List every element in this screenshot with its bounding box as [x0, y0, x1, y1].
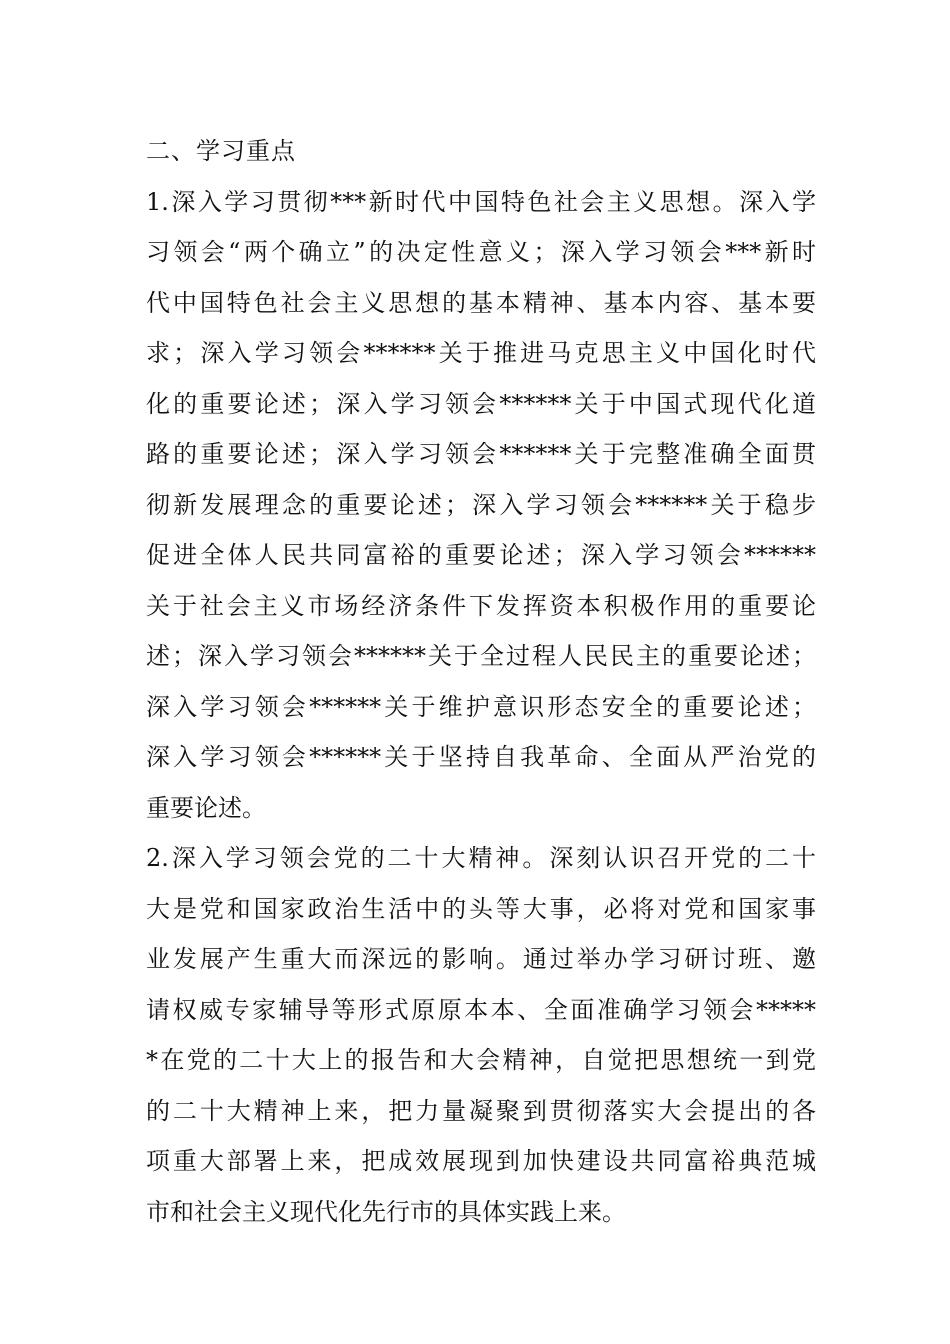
paragraph-2-line: 业发展产生重大而深远的影响。通过举办学习研讨班、邀 [146, 945, 816, 973]
paragraph-2-line: 请权威专家辅导等形式原原本本、全面准确学习领会***** [146, 995, 816, 1024]
paragraph-1-line: 关于社会主义市场经济条件下发挥资本积极作用的重要论 [146, 591, 816, 620]
paragraph-1-line: 促进全体人民共同富裕的重要论述；深入学习领会****** [146, 541, 816, 569]
paragraph-1-line: 彻新发展理念的重要论述；深入学习领会******关于稳步 [146, 490, 816, 519]
paragraph-1-line: 述；深入学习领会******关于全过程人民民主的重要论述； [146, 642, 816, 670]
paragraph-1-line: 深入学习领会******关于坚持自我革命、全面从严治党的 [146, 743, 816, 771]
paragraph-2 [146, 833, 816, 1237]
section-heading: 二、学习重点 [146, 137, 296, 165]
paragraph-2-line: 的二十大精神上来，把力量凝聚到贯彻落实大会提出的各 [146, 1096, 816, 1125]
document-body [146, 126, 816, 1237]
paragraph-1 [146, 177, 816, 834]
paragraph-1-line: 深入学习领会******关于维护意识形态安全的重要论述； [146, 692, 816, 721]
paragraph-2-line: 2.深入学习领会党的二十大精神。深刻认识召开党的二十 [146, 844, 816, 872]
paragraph-1-line: 求；深入学习领会******关于推进马克思主义中国化时代 [146, 339, 816, 367]
paragraph-2-line: 项重大部署上来，把成效展现到加快建设共同富裕典范城 [146, 1147, 816, 1175]
paragraph-2-line: 大是党和国家政治生活中的头等大事，必将对党和国家事 [146, 894, 816, 923]
paragraph-2-line: *在党的二十大上的报告和大会精神，自觉把思想统一到党 [146, 1046, 816, 1074]
paragraph-1-line: 路的重要论述；深入学习领会******关于完整准确全面贯 [146, 440, 816, 468]
paragraph-2-line: 市和社会主义现代化先行市的具体实践上来。 [146, 1197, 626, 1226]
paragraph-1-line: 代中国特色社会主义思想的基本精神、基本内容、基本要 [146, 288, 816, 317]
paragraph-1-line: 重要论述。 [146, 793, 266, 822]
paragraph-1-line: 习领会“两个确立”的决定性意义；深入学习领会***新时 [146, 238, 816, 266]
paragraph-1-line: 1.深入学习贯彻***新时代中国特色社会主义思想。深入学 [146, 187, 816, 216]
paragraph-1-line: 化的重要论述；深入学习领会******关于中国式现代化道 [146, 389, 816, 418]
